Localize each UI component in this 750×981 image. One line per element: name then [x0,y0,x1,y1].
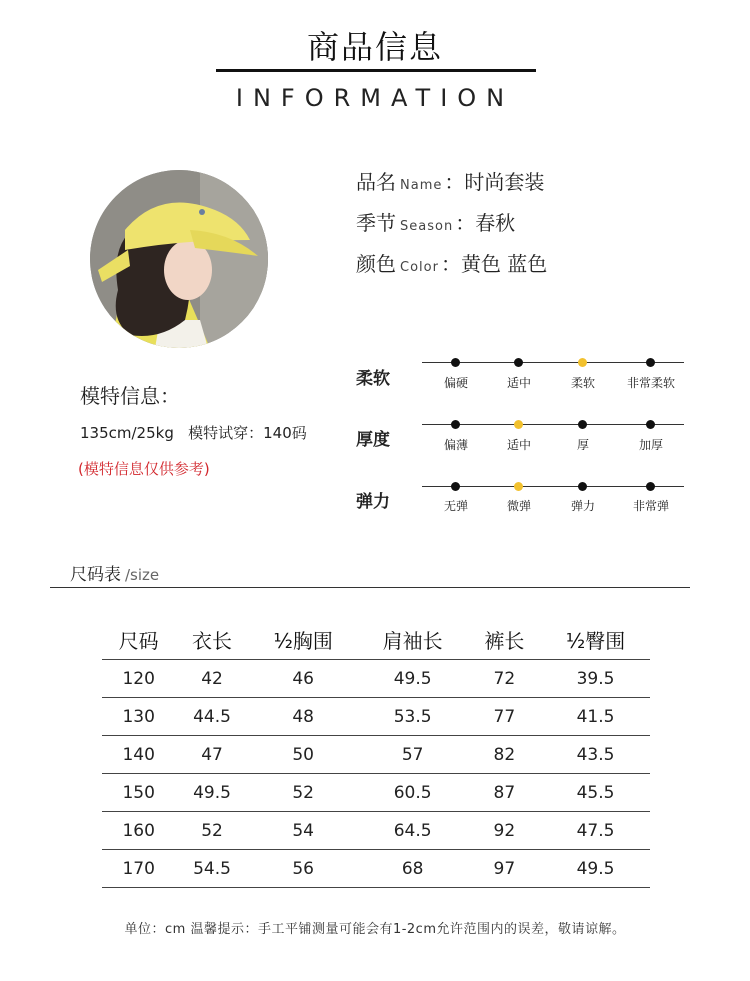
scale-softness-dot [451,358,460,367]
table-cell: 92 [468,812,541,850]
product-color-sep: ： [440,252,461,276]
table-cell: 77 [468,698,541,736]
page-subtitle: INFORMATION [235,84,515,112]
table-cell: 60.5 [358,774,468,812]
scale-thickness-option: 偏薄 [443,438,468,452]
table-cell: 52 [175,812,248,850]
table-row [102,698,650,736]
product-name-row [356,166,544,195]
product-season-label-en: Season [400,219,454,234]
size-table-header: 衣长 [192,628,233,653]
table-cell: 72 [468,660,541,698]
table-cell: 42 [175,660,248,698]
table-cell: 56 [249,850,358,888]
table-cell: 49.5 [541,850,650,888]
table-cell: 64.5 [358,812,468,850]
scale-elasticity-dot [646,482,655,491]
scale-softness-dot [578,358,587,367]
scale-elasticity-option: 弹力 [570,499,595,513]
scale-elasticity-dot [578,482,587,491]
product-name-label-en: Name [400,178,443,193]
product-color-row [356,248,547,277]
scale-softness-option: 柔软 [570,376,595,390]
table-cell: 43.5 [541,736,650,774]
table-cell: 49.5 [358,660,468,698]
table-cell: 130 [102,698,175,736]
table-cell: 45.5 [541,774,650,812]
product-color-label-en: Color [400,260,439,275]
table-cell: 54.5 [175,850,248,888]
table-cell: 170 [102,850,175,888]
scale-softness-dot [646,358,655,367]
table-row [102,774,650,812]
table-row [102,850,650,888]
table-row [102,812,650,850]
table-cell: 39.5 [541,660,650,698]
product-season-row [356,207,515,236]
scale-softness-dot [514,358,523,367]
scale-elasticity-option: 无弹 [443,499,468,513]
product-color-value: 黄色 蓝色 [460,252,548,276]
scale-thickness-option: 适中 [506,438,531,452]
size-table [102,619,650,888]
size-chart-title-cn: 尺码表 [70,565,121,585]
scale-elasticity-track [422,486,684,487]
size-chart-divider [50,587,690,588]
scale-softness-option: 非常柔软 [626,376,675,390]
model-info-title: 模特信息： [80,384,180,408]
table-cell: 57 [358,736,468,774]
table-cell: 140 [102,736,175,774]
scale-softness-label: 柔软 [356,369,390,389]
scale-elasticity-option: 微弹 [506,499,531,513]
product-name-value: 时尚套装 [464,170,545,194]
scale-thickness-dot [578,420,587,429]
table-cell: 54 [249,812,358,850]
product-season-sep: ： [455,211,476,235]
scale-thickness-dot [646,420,655,429]
table-row [102,736,650,774]
table-cell: 48 [249,698,358,736]
scale-thickness-dot [451,420,460,429]
model-photo-illustration [90,170,268,348]
table-cell: 46 [249,660,358,698]
product-name-label: 品名 [356,170,396,194]
scale-thickness-label: 厚度 [356,430,390,450]
model-info-stats: 135cm/25kg 模特试穿：140码 [80,424,307,442]
table-row [102,660,650,698]
scale-thickness-option: 厚 [576,438,589,452]
product-name-sep: ： [444,170,465,194]
scale-thickness-track [422,424,684,425]
title-divider [216,69,536,72]
scale-softness-option: 适中 [506,376,531,390]
scale-thickness-dot [514,420,523,429]
scale-elasticity-dot [514,482,523,491]
table-cell: 50 [249,736,358,774]
size-table-header: 尺码 [118,628,159,653]
table-cell: 52 [249,774,358,812]
model-photo [90,170,268,348]
table-cell: 41.5 [541,698,650,736]
size-table-header-row [102,619,650,660]
table-cell: 160 [102,812,175,850]
scale-elasticity-option: 非常弹 [632,499,669,513]
table-cell: 97 [468,850,541,888]
product-color-label: 颜色 [356,252,396,276]
scale-elasticity-dot [451,482,460,491]
size-table-header: 肩袖长 [382,628,443,653]
scale-softness-option: 偏硬 [443,376,468,390]
table-cell: 150 [102,774,175,812]
scale-thickness-option: 加厚 [638,438,663,452]
table-cell: 68 [358,850,468,888]
size-chart-title-en: /size [125,566,160,584]
table-cell: 120 [102,660,175,698]
table-cell: 53.5 [358,698,468,736]
table-cell: 49.5 [175,774,248,812]
size-table-header: ½臀围 [565,628,626,653]
page-title: 商品信息 [306,28,443,66]
size-table-header: ½胸围 [273,628,333,653]
table-cell: 82 [468,736,541,774]
footnote: 单位：cm 温馨提示：手工平铺测量可能会有1-2cm允许范围内的误差，敬请谅解。 [124,922,626,937]
table-cell: 87 [468,774,541,812]
table-cell: 44.5 [175,698,248,736]
product-season-value: 春秋 [475,211,516,235]
size-table-header: 裤长 [484,628,525,653]
table-cell: 47.5 [541,812,650,850]
model-info-note: (模特信息仅供参考) [78,460,210,478]
size-chart-title [70,560,159,585]
product-season-label: 季节 [356,211,396,235]
scale-softness-track [422,362,684,363]
table-cell: 47 [175,736,248,774]
scale-elasticity-label: 弹力 [356,492,390,512]
